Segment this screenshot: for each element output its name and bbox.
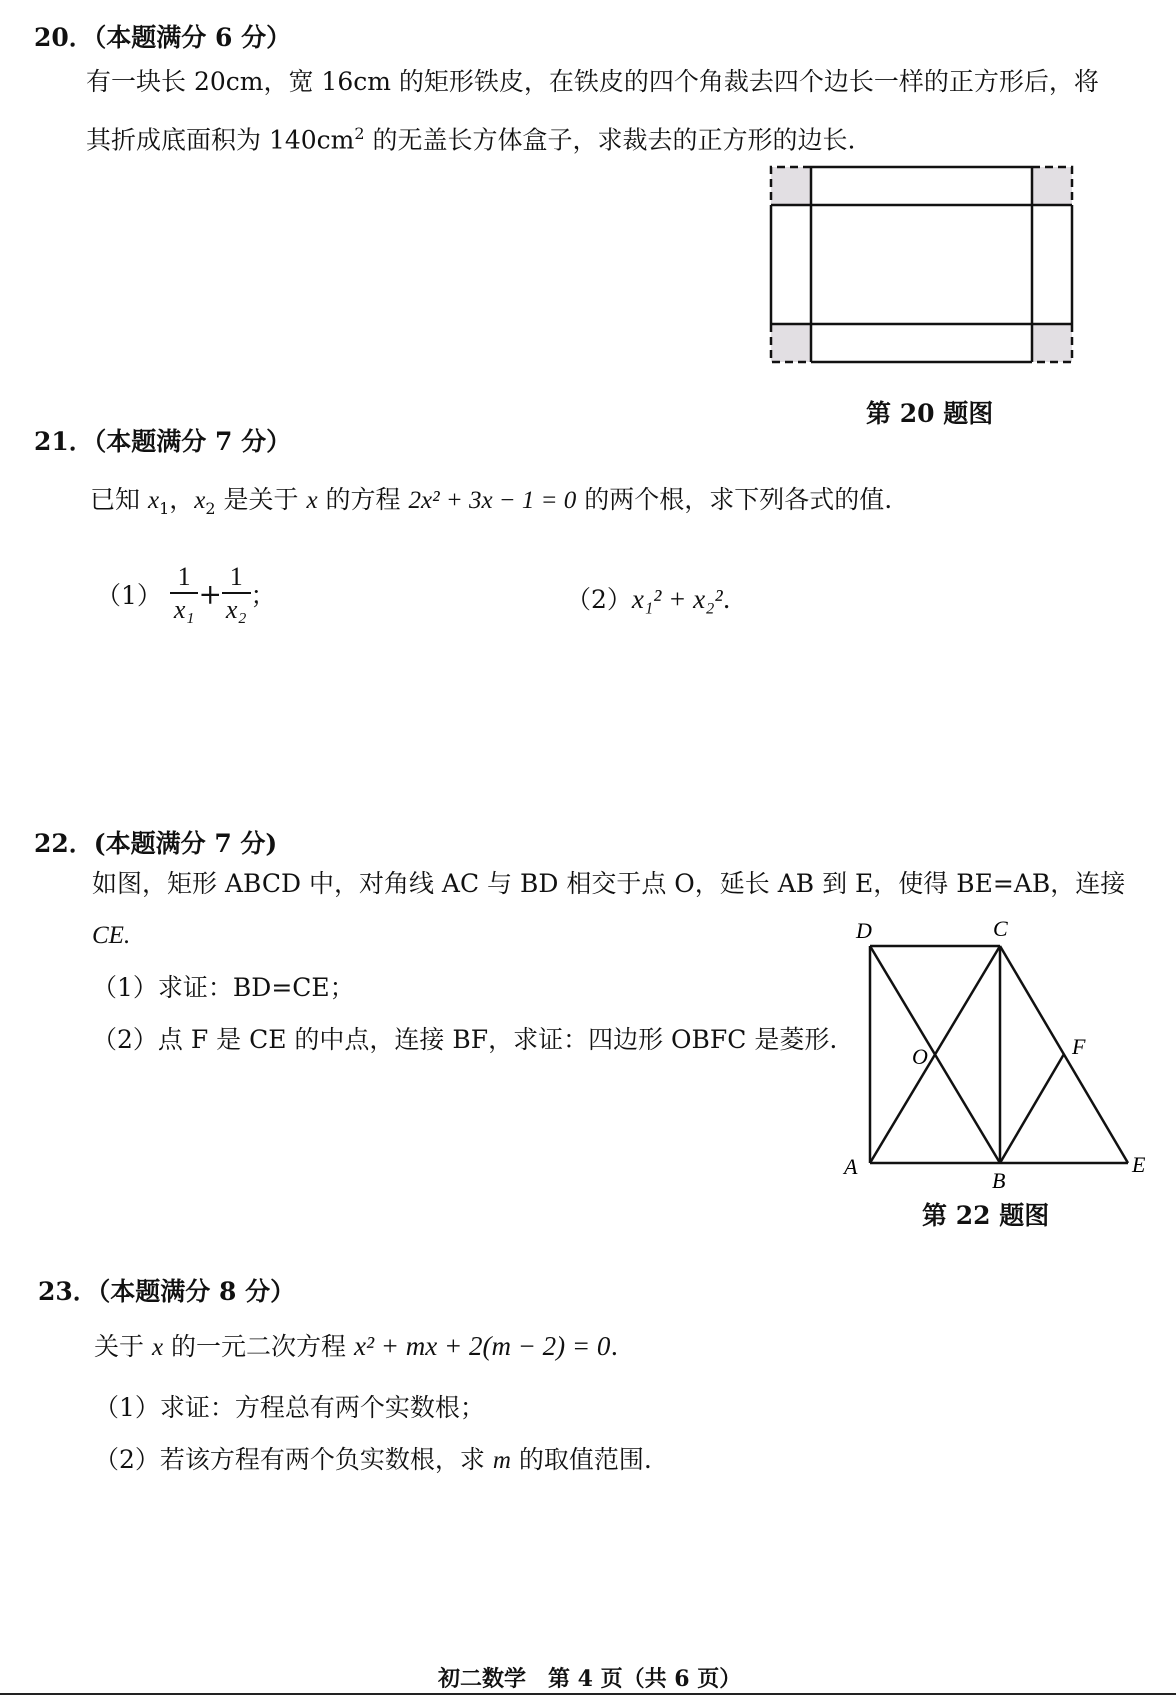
- q22-line1: 如图，矩形 ABCD 中，对角线 AC 与 BD 相交于点 O，延长 AB 到 E，使得 BE=AB，连接: [92, 869, 1126, 898]
- q21-var-x: x: [306, 487, 318, 514]
- q20-line1: 有一块长 20cm，宽 16cm 的矩形铁皮，在铁皮的四个角裁去四个边长一样的正方形后，将: [86, 67, 1099, 96]
- q23-var-x: x: [151, 1334, 164, 1361]
- q21-frac2-den: x₂: [225, 595, 247, 624]
- q21-stem-c: 的方程: [317, 485, 409, 514]
- q23-header: 23．（本题满分 8 分）: [38, 1277, 296, 1306]
- q22-label-e: E: [1132, 1152, 1146, 1177]
- q20-line2-b: 的无盖长方体盒子，求裁去的正方形的边长.: [364, 125, 856, 155]
- q21-frac2: [222, 562, 251, 626]
- q21-stem-b: 是关于: [215, 485, 307, 514]
- q22-figure: [838, 916, 1158, 1196]
- q21-comma: ，: [169, 485, 195, 514]
- q23-part1: （1）求证：方程总有两个实数根；: [94, 1393, 485, 1422]
- q21-plus: +: [198, 577, 222, 611]
- q20-corner-tl: [771, 167, 811, 205]
- q23-equation: x² + mx + 2(m − 2) = 0: [353, 1331, 611, 1361]
- q21-header: 21．（本题满分 7 分）: [34, 427, 292, 456]
- q23-stem-a: 关于: [94, 1332, 152, 1361]
- q20-sup: 2: [354, 124, 365, 143]
- q21-stem-d: 的两个根，求下列各式的值.: [576, 485, 893, 514]
- q23-part2-a: （2）若该方程有两个负实数根，求: [94, 1445, 493, 1474]
- q21-p1-label: （1）: [96, 581, 162, 610]
- q23-part2: [94, 1434, 1154, 1487]
- q21-part1: [96, 562, 276, 626]
- q23-stem-b: 的一元二次方程: [163, 1332, 354, 1361]
- q22-label-o: O: [912, 1044, 928, 1069]
- q20-text: [86, 56, 1156, 166]
- q21-stem-a: 已知: [90, 485, 148, 514]
- q23-stem-c: .: [610, 1332, 619, 1361]
- q22-lines: [870, 946, 1128, 1163]
- q21-frac1-den: x₁: [173, 595, 195, 624]
- q20-figure: [766, 162, 1076, 368]
- q21-sub1: 1: [159, 499, 170, 518]
- q20-line2: [86, 108, 1156, 166]
- page-footer: 初二数学 第 4 页（共 6 页）: [438, 1666, 742, 1692]
- q20-caption: 第 20 题图: [866, 399, 994, 428]
- q21-p2-expr: x₁² + x₂²: [631, 584, 723, 614]
- q20-corner-tr: [1032, 167, 1072, 205]
- q20-corner-bl: [771, 324, 811, 362]
- q22-part2: （2）点 F 是 CE 的中点，连接 BF，求证：四边形 OBFC 是菱形.: [92, 1025, 838, 1054]
- q23-text: [94, 1320, 1154, 1487]
- q21-p2-label: （2）: [566, 585, 632, 614]
- q22-label-c: C: [993, 916, 1008, 941]
- q21-stem: [90, 474, 892, 535]
- q21-x2: x: [194, 487, 206, 514]
- q22-label-f: F: [1072, 1034, 1086, 1059]
- q22-caption: 第 22 题图: [922, 1201, 1050, 1230]
- q21-equation: 2x² + 3x − 1 = 0: [408, 487, 577, 514]
- q21-sub2: 2: [205, 499, 216, 518]
- q21-p1-end: ；: [250, 581, 276, 610]
- q21-part2: [566, 580, 731, 616]
- q22-label-b: B: [992, 1168, 1006, 1193]
- q20-header: 20．（本题满分 6 分）: [34, 23, 292, 52]
- q22-header: 22．(本题满分 7 分): [34, 829, 278, 858]
- q21-frac1: [170, 562, 199, 626]
- q22-label-a: A: [844, 1154, 858, 1179]
- q21-frac1-num: 1: [170, 562, 199, 594]
- q23-part2-b: 的取值范围.: [510, 1445, 652, 1474]
- footer-rule: [0, 1693, 1176, 1695]
- q22-label-d: D: [856, 918, 872, 943]
- q21-p2-end: .: [722, 585, 731, 614]
- q23-stem: [94, 1320, 1154, 1374]
- q21-x1: x: [147, 487, 160, 514]
- q22-line2: CE.: [92, 922, 131, 949]
- q22-part1: （1）求证：BD=CE；: [92, 973, 355, 1002]
- q21-frac2-num: 1: [222, 562, 251, 594]
- q23-part2-m: m: [492, 1447, 511, 1474]
- q20-corner-br: [1032, 324, 1072, 362]
- q20-line2-a: 其折成底面积为 140cm: [86, 125, 355, 155]
